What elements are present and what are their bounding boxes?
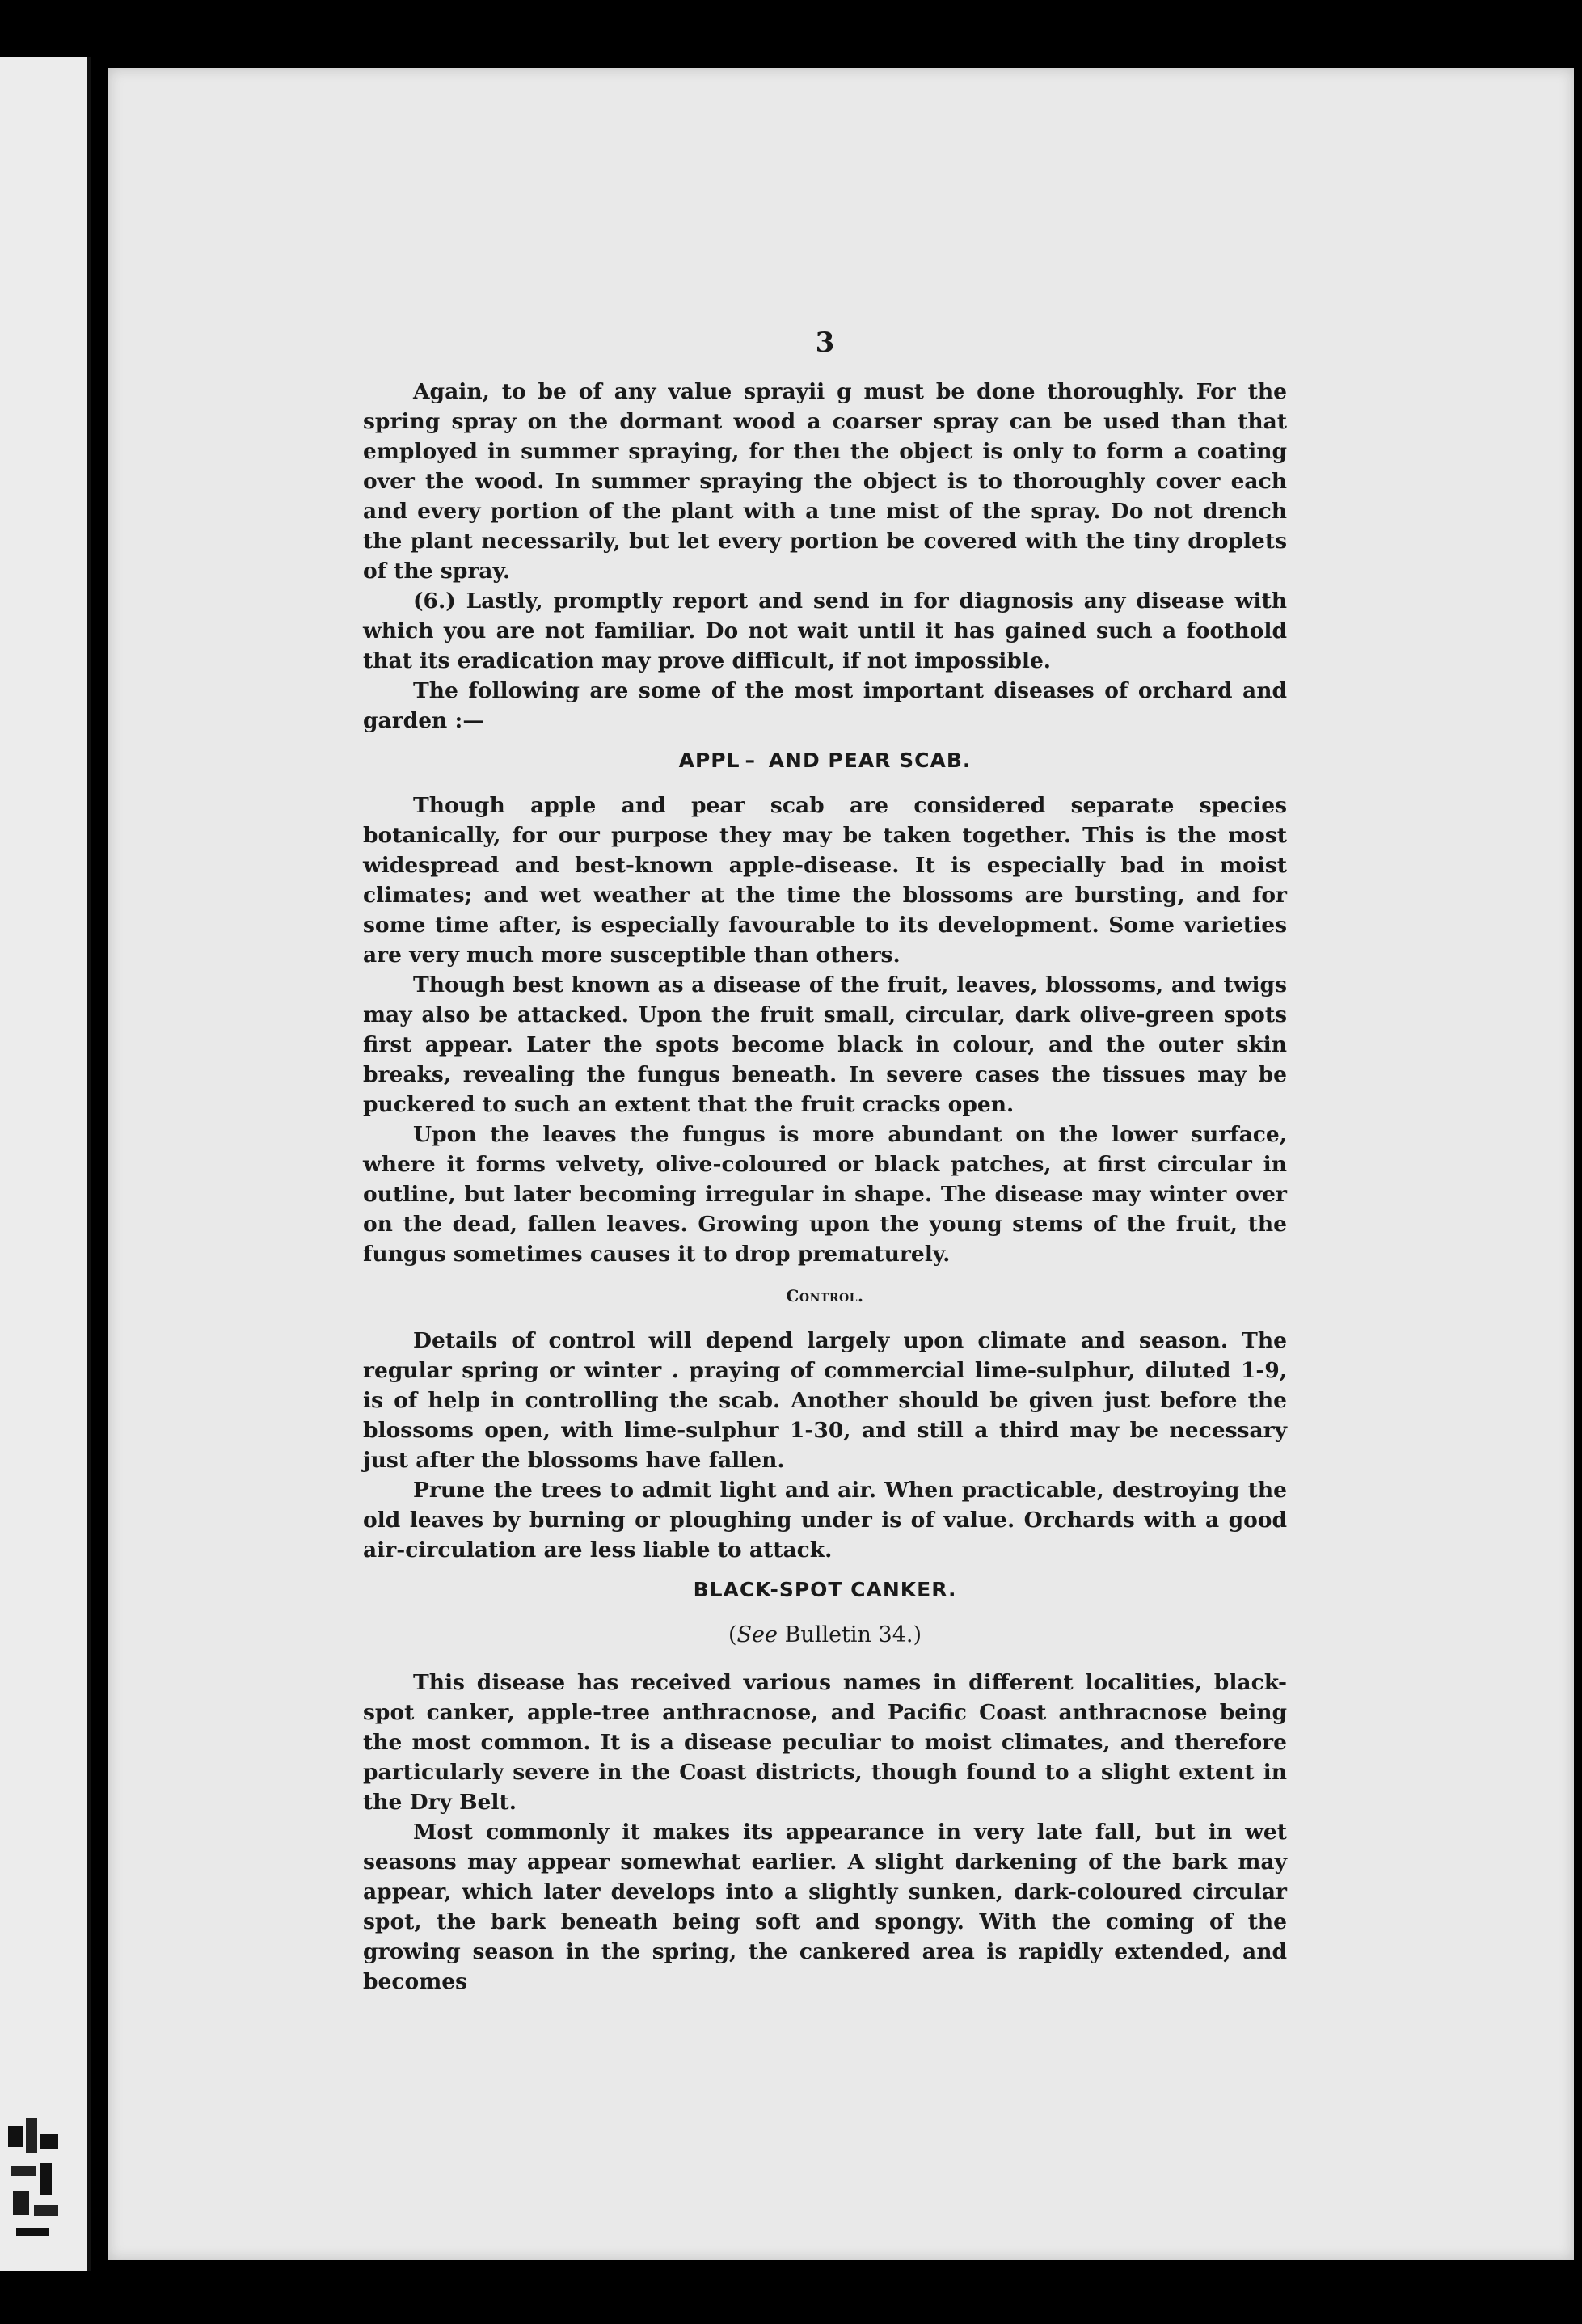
page-number: 3 [815, 327, 835, 359]
reference-see: See [736, 1622, 778, 1647]
paragraph-scab-fruit: Though best known as a disease of the fruit, leaves, blossoms, and twigs may also be attacked. Upon the fruit small, circular, dark olive-green spots first appear. Later the spots become black in colour, and the outer skin breaks, revealing the fungus beneath. In severe cases the tissues may be puckered to such an extent that the fruit cracks open. [363, 972, 1287, 1117]
subheading-control: Control. [786, 1286, 864, 1305]
bulletin-reference [363, 1620, 1287, 1650]
paragraph-canker-names: This disease has received various names in different localities, black-spot canker, apple-tree anthracnose, and Pacific Coast anthracnose being the most common. It is a disease peculiar to moist climates, and therefore particularly severe in the Coast districts, though found to a slight extent in the Dry Belt. [363, 1670, 1287, 1815]
document-page [108, 68, 1574, 2260]
paragraph-scab-intro: Though apple and pear scab are considered separate species botanically, for our purpose they may be taken together. This is the most widespread and best-known apple-disease. It is especially bad in moist climates; and wet weather at the time the blossoms are bursting, and for some time after, is especially favourable to its development. Some varieties are very much more susceptible than others. [363, 793, 1287, 968]
paragraph-following-diseases: The following are some of the most important diseases of orchard and garden :— [363, 678, 1287, 733]
paragraph-scab-leaves: Upon the leaves the fungus is more abundant on the lower surface, where it forms velvety, olive-coloured or black patches, at first circular in outline, but later becoming irregular in shape. The disease may winter over on the dead, fallen leaves. Growing upon the young stems of the fruit, the fungus sometimes causes it to drop prematurely. [363, 1122, 1287, 1267]
section-heading-canker: BLACK-SPOT CANKER. [693, 1578, 957, 1601]
paragraph-control-details: Details of control will depend largely upon climate and season. The regular spring or winter . praying of commercial lime-sulphur, diluted 1-9, is of help in controlling the scab. Another should be given just before the blossoms open, with lime-sulphur 1-30, and still a third may be necessary just after the blossoms have fallen. [363, 1328, 1287, 1473]
paragraph-control-prune: Prune the trees to admit light and air. When practicable, destroying the old leaves by burning or ploughing under is of value. Orchards with a good air-circulation are less liable to attack. [363, 1478, 1287, 1563]
paragraph-canker-appearance: Most commonly it makes its appearance in very late fall, but in wet seasons may appear somewhat earlier. A slight darkening of the bark may appear, which later develops into a slightly sunken, dark-coloured circular spot, the bark beneath being soft and spongy. With the coming of the growing season in the spring, the cankered area is rapidly extended, and becomes [363, 1820, 1287, 1994]
paragraph-report-disease: (6.) Lastly, promptly report and send in for diagnosis any disease with which you are not familiar. Do not wait until it has gained such a foothold that its eradication may prove difficult, if not impossible. [363, 588, 1287, 673]
scan-artifact-mark [5, 2110, 70, 2255]
page-content [363, 327, 1287, 1997]
paragraph-spraying: Again, to be of any value sprayii g must be done thoroughly. For the spring spray on the dormant wood a coarser spray can be used than that employed in summer spraying, for theı the object is only to form a coating over the wood. In summer spraying the object is to thoroughly cover each and every portion of the plant with a tıne mist of the spray. Do not drench the plant necessarily, but let every portion be covered with the tiny droplets of the spray. [363, 379, 1287, 584]
reference-bulletin: Bulletin 34.) [778, 1622, 922, 1647]
reference-open: ( [728, 1622, 737, 1647]
section-heading-scab: APPL – AND PEAR SCAB. [678, 749, 972, 772]
adjacent-page-strip [0, 57, 91, 2271]
